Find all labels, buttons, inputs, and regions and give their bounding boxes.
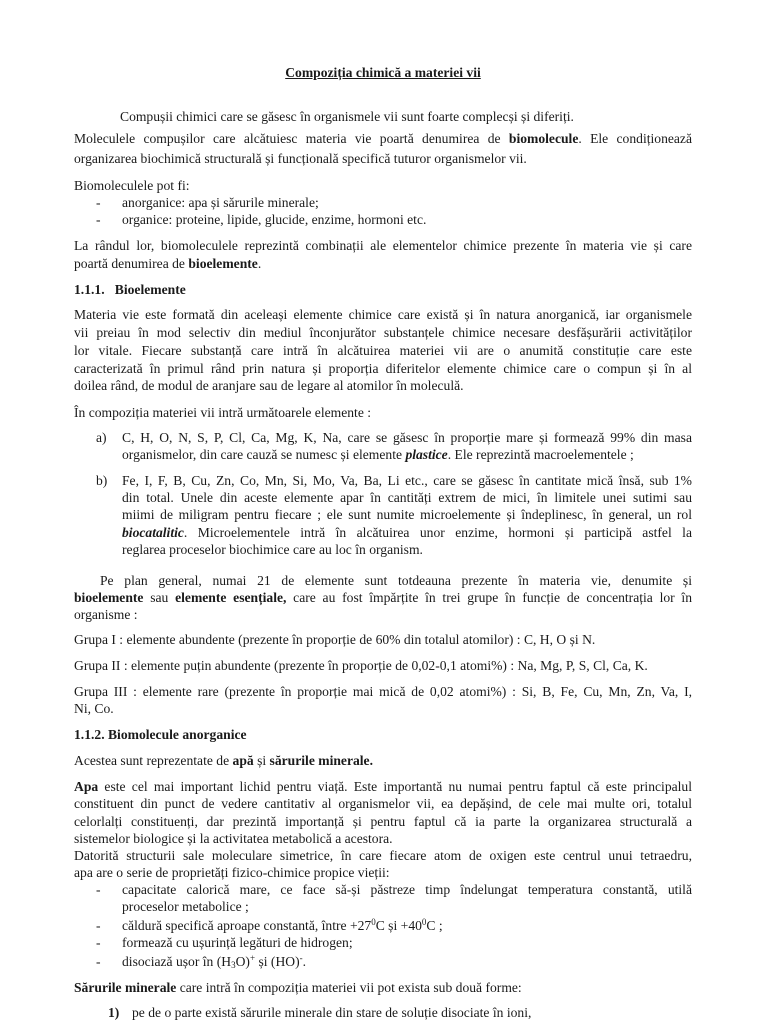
term-apa-2: Apa: [74, 779, 99, 794]
page-title: Compoziția chimică a materiei vii: [285, 65, 481, 80]
represented-line: Acestea sunt reprezentate de apă și sărurile minerale.: [74, 753, 373, 768]
apa-line-1: Apa este cel mai important lichid pentru viață. Este importantă nu numai pentru faptul că este principalul: [74, 779, 692, 794]
para-21-line-3: organisme :: [74, 607, 138, 622]
materia-line-2: vii preiau în mod selectiv din mediul înconjurător substanțele chimice necesare desfășurării activităților: [74, 325, 692, 340]
biomolecules-line-1: Moleculele compușilor care alcătuiesc materia vie poartă denumirea de biomolecule. Ele condiționează: [74, 131, 692, 146]
composition-line: În compoziția materiei vii intră următoarele elemente :: [74, 405, 372, 420]
list-item-anorganice: - anorganice: apa și sărurile minerale;: [96, 195, 319, 210]
materia-line-1: Materia vie este formată din aceleași elemente chimice care există și în natura anorganică, iar organismele: [74, 307, 692, 322]
list-item-disociaza: - disociază ușor în $(H_3O)^+$ și (HO)-.: [96, 953, 307, 970]
materia-line-5: doilea rând, de modul de aranjare sau de legare al atomilor în moleculă.: [74, 378, 464, 393]
term-bioelemente: bioelemente: [188, 256, 258, 271]
can-be-line: Biomoleculele pot fi:: [74, 178, 190, 193]
list-marker-a: a): [96, 430, 107, 445]
bullet-dash: -: [96, 882, 101, 897]
term-biomolecule: biomolecule: [508, 131, 579, 146]
list-item-legaturi: - formează cu ușurință legături de hidrogen;: [96, 935, 353, 950]
apa-line-5: Datorită structurii sale moleculare simetrice, în care fiecare atom de oxigen este centrul unui tetraedru,: [74, 848, 692, 863]
term-bioelemente-2: bioelemente: [74, 590, 144, 605]
apa-line-3: celorlalți constituenți, dar prezintă importanță și pentru faptul că ia parte la organizarea structurală a: [74, 814, 692, 829]
materia-line-3: lor vitale. Fiecare substanță care intră în alcătuirea materiei vii are o anumită constituție care este: [74, 343, 692, 358]
bullet-dash: -: [96, 935, 101, 950]
term-plastice: plastice: [405, 447, 448, 462]
list-item-a: a) C, H, O, N, S, P, Cl, Ca, Mg, K, Na, care se găsesc în proporție mare și formează 99% din masa organismelor, din care cauză se numesc și elemente plastice. Ele reprezintă macroelementele ;: [96, 430, 692, 462]
term-biocatalitic: biocatalitic: [122, 525, 184, 540]
apa-line-4: sistemelor biologice și la activitatea metabolică a acestora.: [74, 831, 393, 846]
apa-line-6: apa are o serie de proprietăți fizico-chimice propice vieții:: [74, 865, 390, 880]
group-1-line: Grupa I : elemente abundente (prezente în proporție de 60% din totalul atomilor) : C, H, O și N.: [74, 632, 596, 647]
numbered-item-1: 1) pe de o parte există sărurile minerale din stare de soluție disociate în ioni,: [108, 1005, 532, 1020]
group-3-line: Grupa III : elemente rare (prezente în proporție mai mică de 0,02 atomi%) : Si, B, Fe, Cu, Mn, Zn, Va, I,: [74, 684, 692, 699]
saruri-line: Sărurile minerale care intră în compoziția materiei vii pot exista sub două forme:: [74, 980, 522, 995]
section-heading-1-1-1: 1.1.1. Bioelemente: [74, 282, 186, 297]
bioelements-line-1: La rândul lor, biomoleculele reprezintă combinații ale elementelor chimice prezente în materia vie și care: [74, 238, 692, 253]
intro-paragraph: Compușii chimici care se găsesc în organismele vii sunt foarte complecși și diferiți.: [120, 109, 574, 124]
materia-line-4: caracterizată în primul rând prin natura și proporția diferitelor elemente chimice care o compun și în al: [74, 361, 692, 376]
biomolecules-line-2: organizarea biochimică structurală și funcțională specifică tuturor organismelor vii.: [74, 151, 527, 166]
list-item-caldura: - căldură specifică aproape constantă, între $+27^0C$ și $+40^0C$ ;: [96, 917, 443, 933]
list-item-b: b) Fe, I, F, B, Cu, Zn, Co, Mn, Si, Mo, Va, Ba, Li etc., care se găsesc în cantitate mică însă, sub 1% din total. Unele din aceste elemente apar în cantități extrem de mici, în limitele unei sutimi sau miimi de miligram pentru fiecare ; ele sunt numite microelemente și îndeplinesc, în general, un rol biocatalitic. Microelementele intră în alcătuirea unor enzime, hormoni și participă astfel la reglarea proceselor biochimice care au loc în organism.: [96, 473, 692, 557]
bullet-dash: -: [96, 195, 101, 210]
term-apa: apă: [232, 753, 254, 768]
group-3-line-2: Ni, Co.: [74, 701, 114, 716]
bullet-dash: -: [96, 212, 101, 227]
list-item-capacitate: - capacitate calorică mare, ce face să-și păstreze timp îndelungat temperatura constantă, utilă proceselor metabolice ;: [96, 882, 692, 914]
group-2-line: Grupa II : elemente puțin abundente (prezente în proporție de 0,02-0,1 atomi%) : Na, Mg, P, S, Cl, Ca, K.: [74, 658, 648, 673]
para-21-line-1: Pe plan general, numai 21 de elemente sunt totdeauna prezente în materia vie, denumite și: [100, 573, 692, 588]
list-marker-1: 1): [108, 1005, 120, 1020]
bullet-dash: -: [96, 918, 101, 933]
list-marker-b: b): [96, 473, 108, 488]
bioelements-line-2: poartă denumirea de bioelemente.: [74, 256, 262, 271]
term-saruri-minerale: sărurile minerale.: [269, 753, 373, 768]
term-saruri-minerale-2: Sărurile minerale: [74, 980, 177, 995]
bullet-dash: -: [96, 954, 101, 969]
section-heading-1-1-2: 1.1.2. Biomolecule anorganice: [74, 727, 247, 742]
term-elemente-esentiale: elemente esențiale,: [175, 590, 287, 605]
para-21-line-2: bioelemente sau elemente esențiale, care au fost împărțite în trei grupe în funcție de concentrația lor în: [74, 590, 693, 605]
list-item-organice: - organice: proteine, lipide, glucide, enzime, hormoni etc.: [96, 212, 427, 227]
apa-line-2: constituent din punct de vedere cantitativ al organismelor vii, ea depășind, de cele mai multe ori, totalul: [74, 796, 692, 811]
